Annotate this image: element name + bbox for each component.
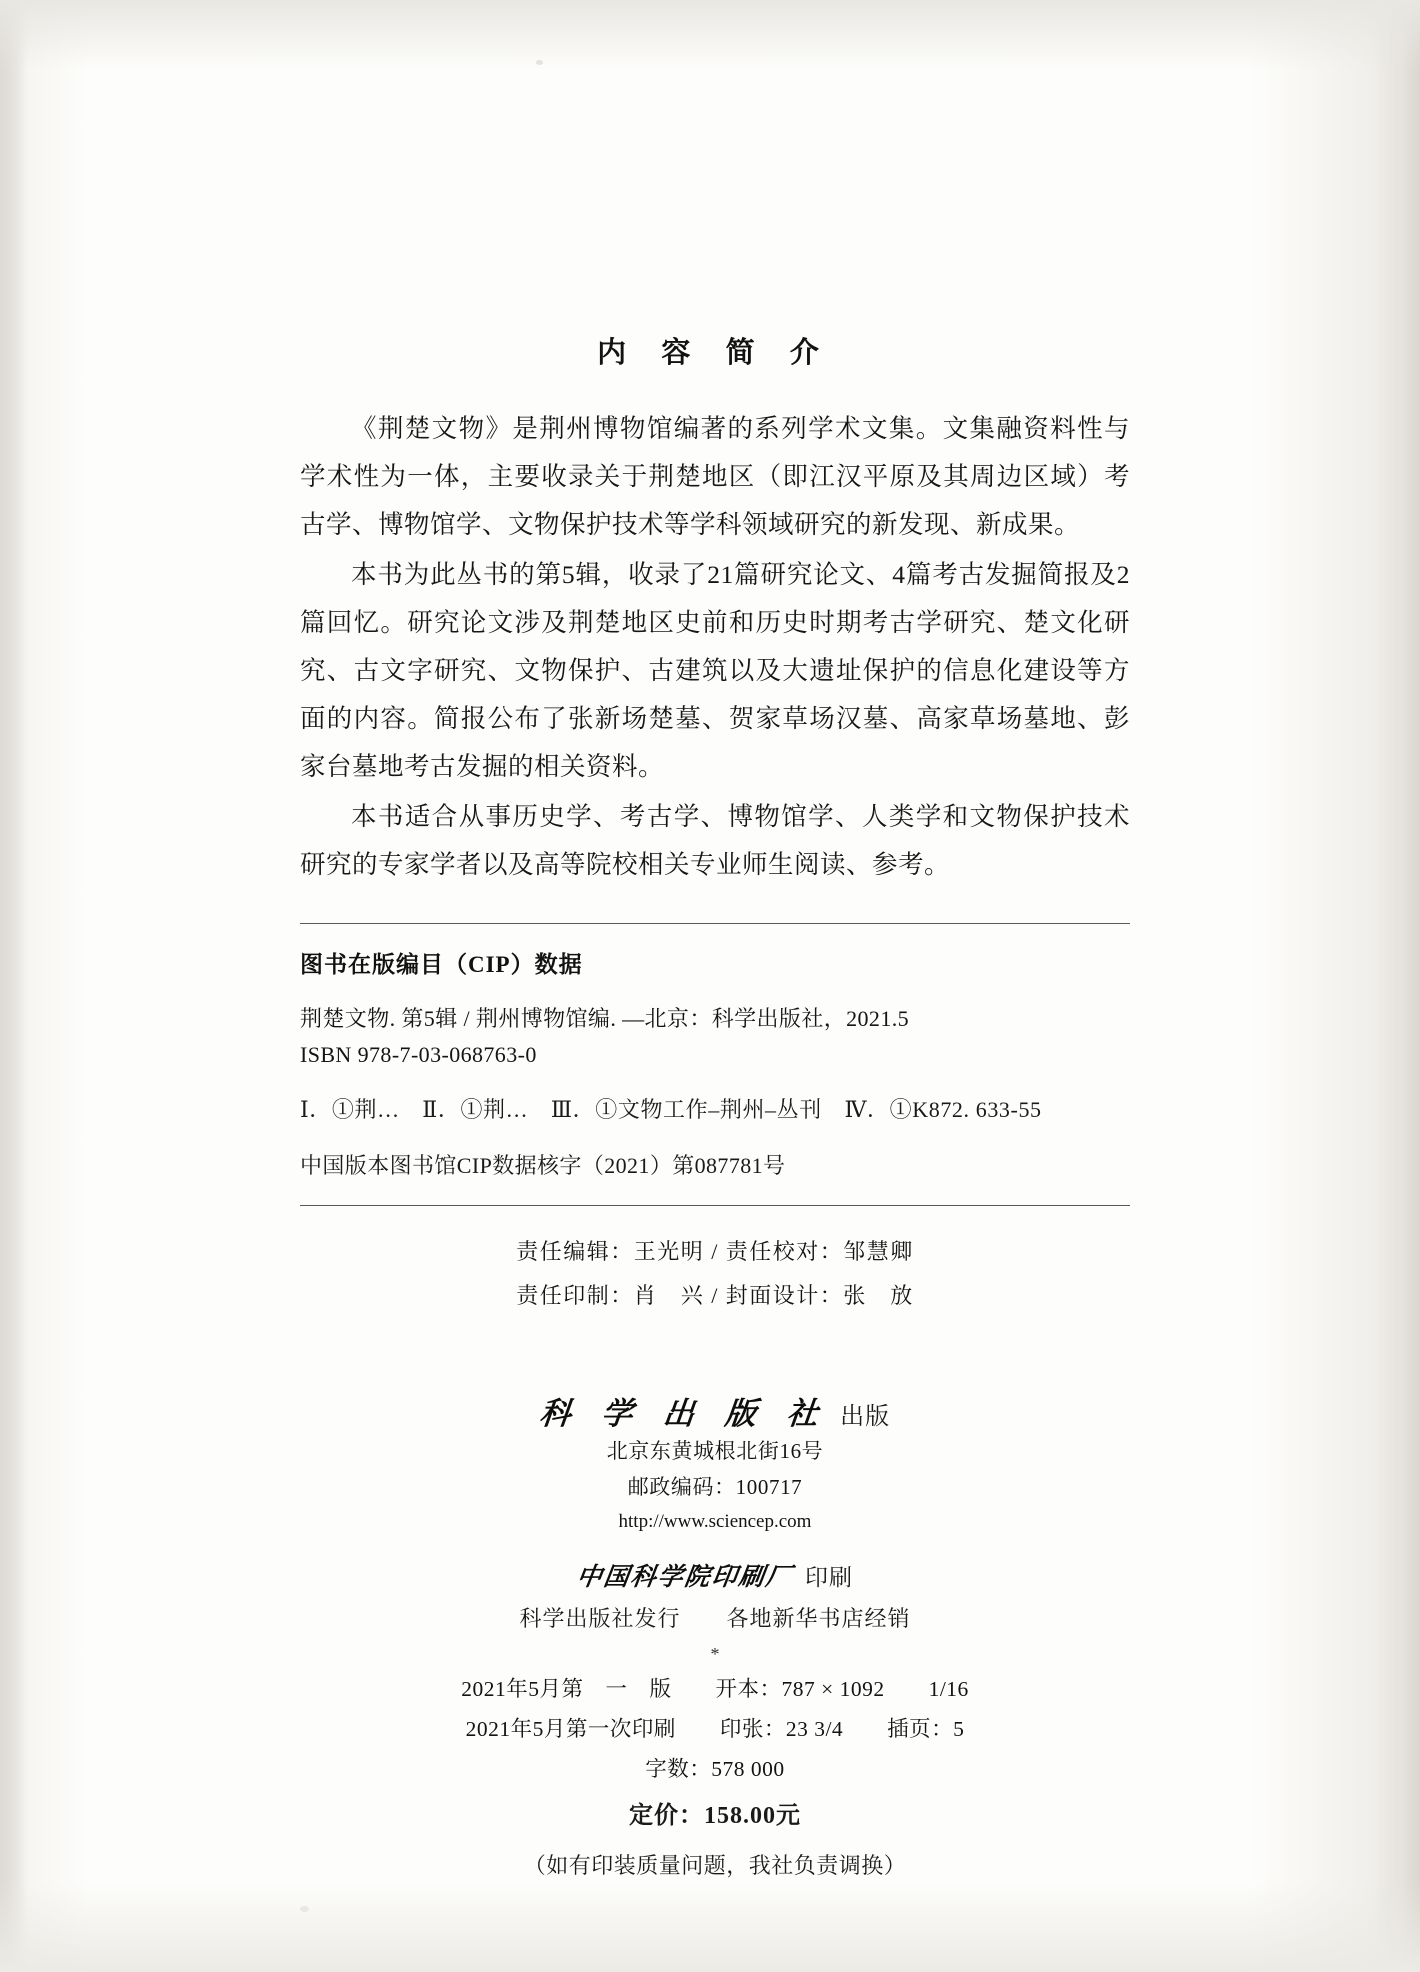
scan-speck (536, 60, 543, 65)
publisher-row (300, 1388, 1130, 1433)
cip-isbn: ISBN 978-7-03-068763-0 (300, 1042, 537, 1067)
quality-notice: （如有印装质量问题，我社负责调换） (523, 1853, 907, 1878)
book-colophon-page (300, 330, 1130, 1887)
scan-left-shadow (0, 0, 26, 1972)
distribution-line: 科学出版社发行 各地新华书店经销 (519, 1606, 911, 1631)
edition-line: 2021年5月第 一 版 开本：787 × 1092 1/16 (461, 1677, 969, 1701)
publisher-website: http://www.sciencep.com (618, 1511, 812, 1532)
scan-top-shadow (0, 0, 1420, 70)
publisher-postcode: 邮政编码：100717 (627, 1475, 803, 1499)
cip-spacer-2 (300, 1129, 1130, 1147)
publisher-name-calligraphy: 科 学 出 版 社 (537, 1396, 830, 1432)
scan-bottom-shadow (0, 1882, 1420, 1972)
cip-heading: 图书在版编目（CIP）数据 (300, 952, 583, 977)
divider-below-cip (300, 1205, 1130, 1206)
staff-editor-line: 责任编辑：王光明 / 责任校对：邹慧卿 (516, 1239, 914, 1264)
publisher-block (300, 1388, 1130, 1887)
summary-paragraph-1: 《荆楚文物》是荆州博物馆编著的系列学术文集。文集融资料性与学术性为一体，主要收录关于荆楚地区（即江汉平原及其周边区域）考古学、博物馆学、文物保护技术等学科领域研究的新发现、新成果。 (300, 414, 1130, 539)
summary-paragraph-3: 本书适合从事历史学、考古学、博物馆学、人类学和文物保护技术研究的专家学者以及高等院校相关专业师生阅读、参考。 (300, 802, 1130, 879)
scan-right-shadow (1374, 0, 1420, 1972)
cip-citation-line: 荆楚文物. 第5辑 / 荆州博物馆编. —北京：科学出版社，2021.5 (300, 1006, 910, 1031)
summary-paragraph-2: 本书为此丛书的第5辑，收录了21篇研究论文、4篇考古发掘简报及2篇回忆。研究论文涉及荆楚地区史前和历史时期考古学研究、楚文化研究、古文字研究、文物保护、古建筑以及大遗址保护的信息化建设等方面的内容。简报公布了张新场楚墓、贺家草场汉墓、高家草场墓地、彭家台墓地考古发掘的相关资料。 (300, 560, 1130, 781)
printer-name-calligraphy: 中国科学院印刷厂 (574, 1562, 795, 1591)
staff-production-line: 责任印制：肖 兴 / 封面设计：张 放 (516, 1283, 914, 1308)
price-line: 定价：158.00元 (629, 1803, 801, 1829)
page-title: 内 容 简 介 (597, 337, 833, 369)
printer-suffix: 印刷 (805, 1565, 853, 1590)
divider-above-cip (300, 923, 1130, 924)
wordcount-line: 字数：578 000 (645, 1757, 785, 1781)
cip-spacer (300, 1073, 1130, 1091)
printer-row (300, 1557, 1130, 1593)
scan-speck (300, 1906, 309, 1912)
printing-line: 2021年5月第一次印刷 印张：23 3/4 插页：5 (465, 1717, 965, 1741)
cip-classification: Ⅰ．①荆… Ⅱ．①荆… Ⅲ．①文物工作–荆州–丛刊 Ⅳ．①K872. 633-55 (300, 1097, 1042, 1122)
decorative-asterisk: * (710, 1644, 720, 1664)
publisher-address: 北京东黄城根北街16号 (606, 1439, 824, 1463)
cip-core-number: 中国版本图书馆CIP数据核字（2021）第087781号 (300, 1153, 786, 1178)
publisher-suffix: 出版 (840, 1404, 891, 1430)
